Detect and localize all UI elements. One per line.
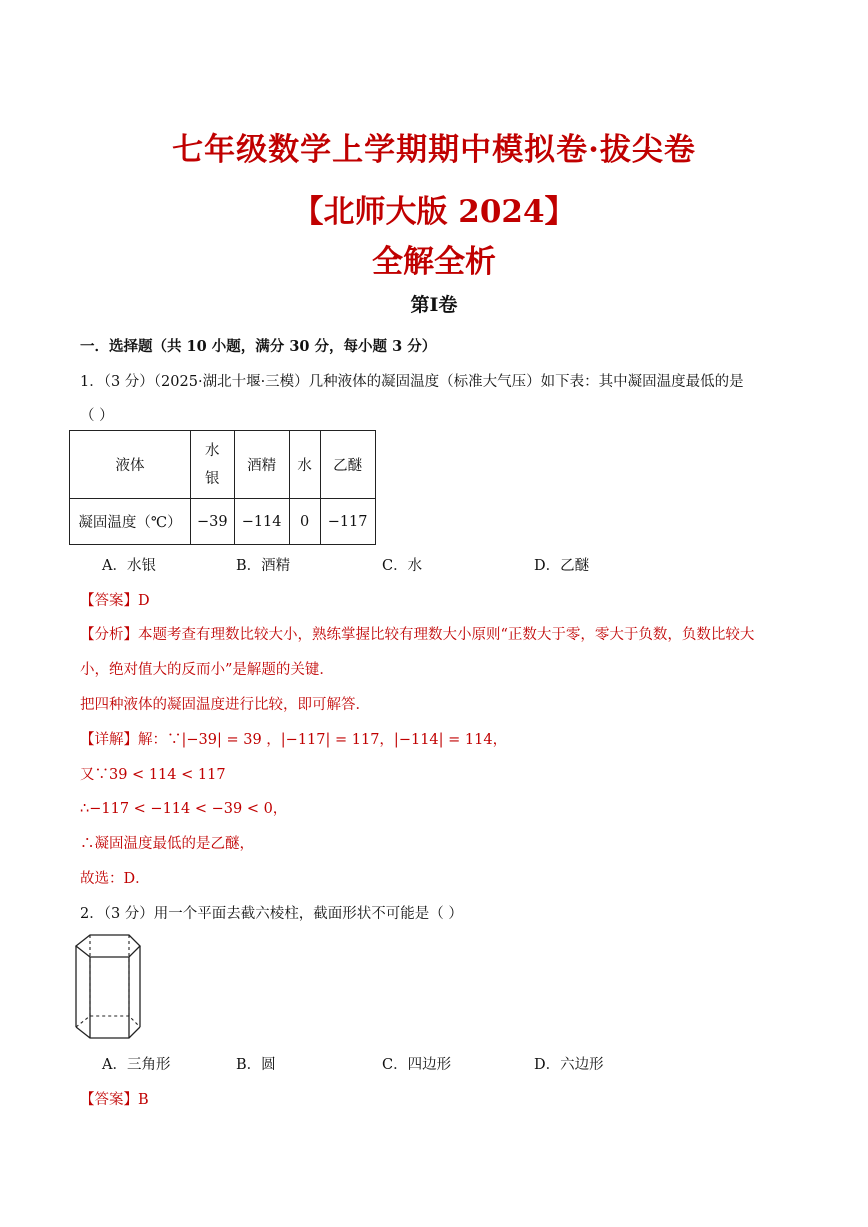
q1-detail-line2: 又∵39 < 114 < 117 (80, 767, 226, 783)
q1-detail-line5: 故选：D． (80, 871, 150, 887)
table-header-cell: 水 银 (191, 431, 235, 499)
q1-option-d: D．乙醚 (534, 558, 590, 574)
q1-detail-line1: 【详解】解：∵|−39| = 39 ，|−117| = 117，|−114| = 114， (80, 732, 508, 748)
q1-analysis-line2: 小，绝对值大的反而小”是解题的关键． (80, 662, 334, 678)
q1-detail-line3: ∴−117 < −114 < −39 < 0， (80, 801, 288, 817)
table-cell: 0 (289, 499, 320, 545)
q2-option-b: B．圆 (236, 1057, 276, 1073)
q1-stem-line2: （ ） (80, 408, 114, 424)
q2-option-d: D．六边形 (534, 1057, 604, 1073)
q2-option-c: C．四边形 (382, 1057, 452, 1073)
q2-answer: 【答案】B (80, 1092, 149, 1108)
q2-option-a: A．三角形 (102, 1057, 171, 1073)
hexagonal-prism-figure (74, 932, 144, 1042)
table-row-label: 凝固温度（℃） (70, 499, 191, 545)
table-header-cell: 乙醚 (320, 431, 375, 499)
table-header-label: 液体 (70, 431, 191, 499)
q1-stem-line1: 1．（3 分）（2025·湖北十堰·三模）几种液体的凝固温度（标准大气压）如下表：其中凝固温度最低的是 (80, 374, 744, 390)
q1-detail-line4: ∴凝固温度最低的是乙醚， (80, 836, 254, 852)
table-cell: −117 (320, 499, 375, 545)
title-line2: 【北师大版 2024】 (292, 194, 576, 230)
q1-option-b: B．酒精 (236, 558, 291, 574)
table-header-cell: 水 (289, 431, 320, 499)
q1-answer: 【答案】D (80, 593, 150, 609)
q1-option-c: C．水 (382, 558, 423, 574)
q1-option-a: A．水银 (102, 558, 156, 574)
section-heading: 一．选择题（共 10 小题，满分 30 分，每小题 3 分） (80, 338, 437, 355)
title-line1: 七年级数学上学期期中模拟卷·拔尖卷 (172, 132, 696, 168)
table-header-cell: 酒精 (234, 431, 289, 499)
q1-analysis-line3: 把四种液体的凝固温度进行比较，即可解答． (80, 697, 370, 713)
table-cell: −39 (191, 499, 235, 545)
title-line3: 全解全析 (372, 244, 496, 280)
q2-stem: 2．（3 分）用一个平面去截六棱柱，截面形状不可能是（ ） (80, 906, 463, 922)
table-cell: −114 (234, 499, 289, 545)
volume-label: 第I卷 (410, 294, 458, 316)
freezing-point-table (69, 430, 376, 545)
q1-analysis-line1: 【分析】本题考查有理数比较大小，熟练掌握比较有理数大小原则“正数大于零，零大于负数，负数比较大 (80, 627, 755, 643)
